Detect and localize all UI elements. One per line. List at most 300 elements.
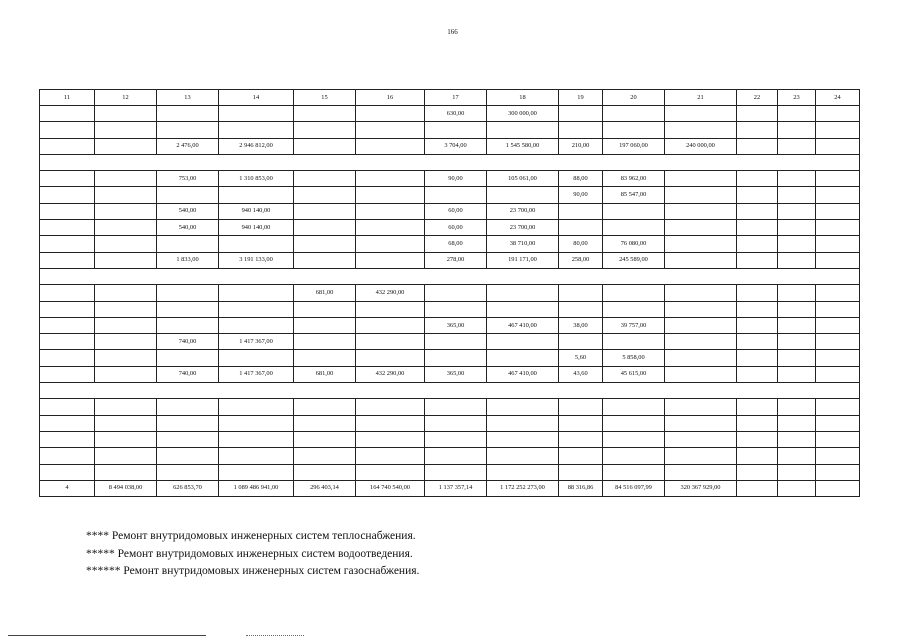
- table-cell: [603, 106, 665, 122]
- table-cell: [778, 122, 816, 138]
- table-cell: [778, 399, 816, 415]
- table-cell: [40, 350, 95, 366]
- table-cell: 240 000,00: [665, 138, 737, 154]
- table-row: [40, 138, 860, 154]
- table-cell: [665, 415, 737, 431]
- table-cell: [603, 415, 665, 431]
- table-row: [40, 252, 860, 268]
- table-cell: [425, 448, 487, 464]
- table-cell: [816, 366, 860, 382]
- table-cell: [294, 220, 356, 236]
- table-cell: [356, 464, 425, 480]
- table-cell: [95, 448, 157, 464]
- table-cell: [559, 464, 603, 480]
- table-cell: 1 417 367,00: [219, 366, 294, 382]
- table-cell: 1 833,00: [157, 252, 219, 268]
- table-cell: [487, 350, 559, 366]
- table-cell: 940 140,00: [219, 203, 294, 219]
- table-cell: [40, 138, 95, 154]
- table-cell: [665, 431, 737, 447]
- table-cell: [487, 285, 559, 301]
- table-cell: [95, 187, 157, 203]
- table-cell: [356, 171, 425, 187]
- table-cell: [294, 464, 356, 480]
- table-cell: 365,00: [425, 366, 487, 382]
- table-cell: [219, 285, 294, 301]
- table-cell: [219, 236, 294, 252]
- separator-cell: [40, 383, 860, 399]
- table-cell: [816, 464, 860, 480]
- table-cell: [816, 448, 860, 464]
- table-cell: [778, 301, 816, 317]
- table-cell: [778, 415, 816, 431]
- table-cell: [95, 106, 157, 122]
- table-cell: [157, 236, 219, 252]
- table-cell: 300 000,00: [487, 106, 559, 122]
- table-cell: [665, 122, 737, 138]
- table-cell: 467 410,00: [487, 366, 559, 382]
- table-cell: [778, 464, 816, 480]
- table-cell: [778, 431, 816, 447]
- table-cell: [40, 122, 95, 138]
- table-row: [40, 187, 860, 203]
- table-cell: [816, 220, 860, 236]
- table-cell: 258,00: [559, 252, 603, 268]
- table-cell: [737, 334, 778, 350]
- table-cell: [737, 415, 778, 431]
- table-cell: [559, 122, 603, 138]
- table-cell: [425, 301, 487, 317]
- table-cell: [356, 448, 425, 464]
- table-cell: [294, 448, 356, 464]
- table-cell: [737, 252, 778, 268]
- table-cell: [816, 317, 860, 333]
- table-cell: [665, 317, 737, 333]
- table-row: [40, 464, 860, 480]
- table-cell: [665, 301, 737, 317]
- table-cell: 3 704,00: [425, 138, 487, 154]
- table-cell: 3 191 133,00: [219, 252, 294, 268]
- table-cell: [816, 106, 860, 122]
- footnote-drainage: ***** Ремонт внутридомовых инженерных систем водоотведения.: [86, 547, 413, 560]
- table-cell: 210,00: [559, 138, 603, 154]
- table-cell: 60,00: [425, 203, 487, 219]
- table-cell: [95, 366, 157, 382]
- table-cell: [95, 236, 157, 252]
- table-cell: [40, 334, 95, 350]
- table-cell: [778, 317, 816, 333]
- table-cell: [40, 399, 95, 415]
- table-cell: [294, 431, 356, 447]
- table-cell: [425, 187, 487, 203]
- column-header: 13: [157, 90, 219, 106]
- footer-rule: [8, 635, 206, 636]
- table-row: [40, 203, 860, 219]
- table-cell: [40, 301, 95, 317]
- table-cell: [356, 106, 425, 122]
- table-cell: [559, 203, 603, 219]
- table-cell: 23 700,00: [487, 203, 559, 219]
- table-cell: [219, 464, 294, 480]
- table-cell: [603, 399, 665, 415]
- table-cell: [294, 317, 356, 333]
- table-cell: [425, 350, 487, 366]
- column-header: 19: [559, 90, 603, 106]
- table-row: [40, 431, 860, 447]
- table-row: [40, 350, 860, 366]
- table-cell: [778, 448, 816, 464]
- table-cell: [157, 187, 219, 203]
- table-cell: [559, 415, 603, 431]
- table-cell: 8 494 038,00: [95, 480, 157, 496]
- table-cell: 1 137 357,14: [425, 480, 487, 496]
- table-cell: [356, 122, 425, 138]
- table-cell: [157, 448, 219, 464]
- table-cell: [778, 138, 816, 154]
- table-cell: 245 589,00: [603, 252, 665, 268]
- table-cell: [737, 350, 778, 366]
- table-cell: 320 367 929,00: [665, 480, 737, 496]
- table-cell: 5,60: [559, 350, 603, 366]
- table-cell: [737, 285, 778, 301]
- table-cell: [487, 415, 559, 431]
- table-cell: [157, 350, 219, 366]
- table-row: [40, 285, 860, 301]
- table-cell: [425, 431, 487, 447]
- table-cell: [737, 399, 778, 415]
- table-cell: [737, 122, 778, 138]
- table-cell: [157, 415, 219, 431]
- table-cell: [778, 366, 816, 382]
- table-cell: 84 516 097,99: [603, 480, 665, 496]
- table-cell: [40, 236, 95, 252]
- table-row: [40, 171, 860, 187]
- table-cell: 38,00: [559, 317, 603, 333]
- table-cell: [40, 252, 95, 268]
- table-cell: [40, 285, 95, 301]
- table-cell: [603, 431, 665, 447]
- table-cell: [816, 301, 860, 317]
- table-cell: 740,00: [157, 334, 219, 350]
- table-cell: [356, 187, 425, 203]
- table-cell: [95, 334, 157, 350]
- table-cell: [40, 106, 95, 122]
- table-cell: 197 060,00: [603, 138, 665, 154]
- table-cell: [737, 317, 778, 333]
- table-cell: [294, 252, 356, 268]
- column-header: 20: [603, 90, 665, 106]
- table-cell: [219, 122, 294, 138]
- table-cell: 191 171,00: [487, 252, 559, 268]
- table-cell: 88 316,86: [559, 480, 603, 496]
- table-cell: [816, 138, 860, 154]
- table-cell: [219, 431, 294, 447]
- table-cell: [816, 415, 860, 431]
- table-cell: [603, 464, 665, 480]
- table-cell: [40, 187, 95, 203]
- table-cell: 467 410,00: [487, 317, 559, 333]
- table-cell: 4: [40, 480, 95, 496]
- table-row: [40, 448, 860, 464]
- table-cell: [157, 431, 219, 447]
- table-cell: [816, 285, 860, 301]
- table-cell: [737, 301, 778, 317]
- table-cell: [559, 334, 603, 350]
- section-separator-row: [40, 383, 860, 399]
- table-cell: 88,00: [559, 171, 603, 187]
- table-cell: [95, 301, 157, 317]
- table-cell: [157, 317, 219, 333]
- table-cell: 1 089 486 941,00: [219, 480, 294, 496]
- table-cell: 432 290,00: [356, 285, 425, 301]
- table-cell: [157, 106, 219, 122]
- table-cell: [487, 431, 559, 447]
- table-cell: [40, 220, 95, 236]
- table-cell: [603, 301, 665, 317]
- table-cell: [95, 415, 157, 431]
- table-cell: [665, 366, 737, 382]
- table-cell: [40, 464, 95, 480]
- table-cell: 38 710,00: [487, 236, 559, 252]
- table-cell: 681,00: [294, 285, 356, 301]
- table-cell: [219, 301, 294, 317]
- table-cell: [665, 464, 737, 480]
- table-cell: [778, 334, 816, 350]
- table-cell: [816, 187, 860, 203]
- table-cell: [603, 448, 665, 464]
- table-cell: 76 080,00: [603, 236, 665, 252]
- table-cell: [40, 203, 95, 219]
- column-header: 18: [487, 90, 559, 106]
- separator-cell: [40, 268, 860, 284]
- table-cell: [219, 106, 294, 122]
- table-cell: [816, 480, 860, 496]
- table-cell: 740,00: [157, 366, 219, 382]
- table-cell: [665, 448, 737, 464]
- table-cell: [219, 399, 294, 415]
- column-header: 14: [219, 90, 294, 106]
- table-cell: 1 310 853,00: [219, 171, 294, 187]
- table-cell: [665, 236, 737, 252]
- table-cell: [665, 220, 737, 236]
- footnote-heating: **** Ремонт внутридомовых инженерных систем теплоснабжения.: [86, 530, 416, 542]
- table-cell: [816, 399, 860, 415]
- table-cell: [737, 203, 778, 219]
- table-row: [40, 106, 860, 122]
- table-cell: [40, 431, 95, 447]
- table-cell: 365,00: [425, 317, 487, 333]
- table-cell: [665, 187, 737, 203]
- table-cell: [294, 203, 356, 219]
- table-cell: [356, 236, 425, 252]
- table-cell: [219, 415, 294, 431]
- table-cell: [778, 171, 816, 187]
- table-cell: [665, 171, 737, 187]
- table-cell: [737, 464, 778, 480]
- table-cell: [294, 187, 356, 203]
- table-cell: [816, 171, 860, 187]
- table-cell: [778, 350, 816, 366]
- table-row: [40, 334, 860, 350]
- table-cell: [294, 399, 356, 415]
- table-cell: [778, 236, 816, 252]
- table-row: [40, 301, 860, 317]
- separator-cell: [40, 154, 860, 170]
- table-cell: 83 962,00: [603, 171, 665, 187]
- table-cell: 90,00: [425, 171, 487, 187]
- table-cell: 60,00: [425, 220, 487, 236]
- table-cell: [816, 252, 860, 268]
- table-cell: 43,60: [559, 366, 603, 382]
- table-cell: [737, 187, 778, 203]
- table-cell: [95, 252, 157, 268]
- column-header: 21: [665, 90, 737, 106]
- table-cell: [425, 464, 487, 480]
- table-row: [40, 236, 860, 252]
- table-cell: [559, 106, 603, 122]
- table-cell: [425, 285, 487, 301]
- footnote-gas: ****** Ремонт внутридомовых инженерных систем газоснабжения.: [86, 565, 420, 577]
- footer-dotted-rule: [246, 635, 304, 636]
- table-cell: [816, 431, 860, 447]
- table-cell: [95, 138, 157, 154]
- table-cell: [294, 138, 356, 154]
- table-row: [40, 399, 860, 415]
- table-cell: [294, 301, 356, 317]
- table-cell: [425, 122, 487, 138]
- table-cell: [294, 236, 356, 252]
- table-cell: [356, 138, 425, 154]
- table-cell: [737, 431, 778, 447]
- table-cell: [157, 301, 219, 317]
- section-separator-row: [40, 154, 860, 170]
- table-cell: [737, 366, 778, 382]
- table-cell: [219, 187, 294, 203]
- table-cell: 940 140,00: [219, 220, 294, 236]
- column-header: 11: [40, 90, 95, 106]
- footnotes: [86, 528, 419, 581]
- table-cell: [356, 334, 425, 350]
- table-cell: 90,00: [559, 187, 603, 203]
- table-cell: [157, 285, 219, 301]
- column-header: 22: [737, 90, 778, 106]
- table-cell: [157, 399, 219, 415]
- table-cell: [816, 122, 860, 138]
- table-cell: 296 403,14: [294, 480, 356, 496]
- table-cell: 432 290,00: [356, 366, 425, 382]
- table-row: [40, 415, 860, 431]
- table-cell: [603, 122, 665, 138]
- table-cell: [816, 236, 860, 252]
- table-cell: [737, 171, 778, 187]
- table-cell: [778, 187, 816, 203]
- table-cell: [737, 236, 778, 252]
- table-cell: [356, 220, 425, 236]
- table-cell: [95, 464, 157, 480]
- table-cell: [737, 138, 778, 154]
- table-cell: [559, 285, 603, 301]
- table-cell: [737, 448, 778, 464]
- table-cell: [816, 350, 860, 366]
- table-cell: [425, 334, 487, 350]
- table-cell: [665, 285, 737, 301]
- table-cell: [95, 220, 157, 236]
- table-header-row: [40, 90, 860, 106]
- table-cell: 1 172 252 273,00: [487, 480, 559, 496]
- table-row: [40, 480, 860, 496]
- table-cell: 39 757,00: [603, 317, 665, 333]
- table-cell: [356, 252, 425, 268]
- budget-table: [39, 89, 860, 497]
- table-cell: [219, 448, 294, 464]
- table-cell: [95, 285, 157, 301]
- table-row: [40, 122, 860, 138]
- table-cell: [425, 399, 487, 415]
- column-header: 15: [294, 90, 356, 106]
- table-cell: [487, 301, 559, 317]
- table-cell: [559, 399, 603, 415]
- table-cell: 68,00: [425, 236, 487, 252]
- table-cell: 45 615,00: [603, 366, 665, 382]
- table-cell: 681,00: [294, 366, 356, 382]
- table-cell: [95, 203, 157, 219]
- table-cell: [816, 334, 860, 350]
- column-header: 24: [816, 90, 860, 106]
- column-header: 17: [425, 90, 487, 106]
- table-cell: 85 547,00: [603, 187, 665, 203]
- table-cell: [294, 350, 356, 366]
- table-cell: [665, 106, 737, 122]
- table-cell: [665, 399, 737, 415]
- table-cell: [737, 106, 778, 122]
- table-cell: [559, 301, 603, 317]
- table-cell: [603, 285, 665, 301]
- table-cell: [294, 106, 356, 122]
- table-cell: [95, 317, 157, 333]
- table-cell: [356, 399, 425, 415]
- table-cell: [40, 448, 95, 464]
- table-cell: [737, 220, 778, 236]
- table-cell: [95, 431, 157, 447]
- table-cell: 1 545 580,00: [487, 138, 559, 154]
- table-cell: [603, 220, 665, 236]
- table-cell: 626 853,70: [157, 480, 219, 496]
- table-cell: [157, 464, 219, 480]
- table-cell: 2 476,00: [157, 138, 219, 154]
- table-row: [40, 366, 860, 382]
- table-cell: [95, 122, 157, 138]
- table-cell: [487, 122, 559, 138]
- table-cell: 2 946 812,00: [219, 138, 294, 154]
- table-cell: 278,00: [425, 252, 487, 268]
- table-cell: 23 700,00: [487, 220, 559, 236]
- table-cell: [665, 252, 737, 268]
- table-cell: [95, 350, 157, 366]
- table-cell: 5 858,00: [603, 350, 665, 366]
- table-cell: [559, 220, 603, 236]
- table-cell: [778, 203, 816, 219]
- table-cell: [603, 203, 665, 219]
- table-cell: [95, 399, 157, 415]
- table-cell: [40, 171, 95, 187]
- section-separator-row: [40, 268, 860, 284]
- table-cell: 540,00: [157, 203, 219, 219]
- table-cell: 540,00: [157, 220, 219, 236]
- table-cell: [294, 122, 356, 138]
- table-cell: 753,00: [157, 171, 219, 187]
- table-cell: [559, 431, 603, 447]
- column-header: 23: [778, 90, 816, 106]
